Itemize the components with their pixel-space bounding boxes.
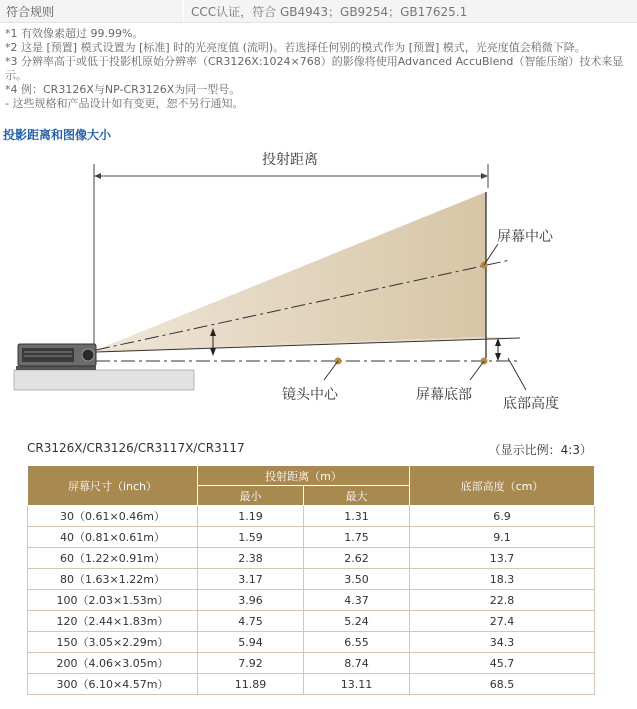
cell-size: 100（2.03×1.53m） bbox=[28, 590, 198, 611]
spec-value: CCC认证，符合 GB4943；GB9254；GB17625.1 bbox=[191, 5, 468, 19]
screen-bottom-label: 屏幕底部 bbox=[416, 387, 472, 403]
cell-min: 5.94 bbox=[198, 632, 304, 653]
table-row bbox=[28, 611, 595, 632]
spec-row bbox=[0, 0, 637, 23]
cell-max: 4.37 bbox=[304, 590, 410, 611]
cell-min: 3.96 bbox=[198, 590, 304, 611]
table-row bbox=[28, 548, 595, 569]
section-title: 投影距离和图像大小 bbox=[3, 128, 112, 142]
table-row bbox=[28, 653, 595, 674]
table-row bbox=[28, 632, 595, 653]
bottom-height-leader bbox=[508, 358, 526, 390]
cell-max: 8.74 bbox=[304, 653, 410, 674]
cell-min: 2.38 bbox=[198, 548, 304, 569]
cell-height: 13.7 bbox=[410, 548, 595, 569]
cell-max: 6.55 bbox=[304, 632, 410, 653]
bottom-height-label: 底部高度 bbox=[503, 396, 559, 412]
header-min: 最小 bbox=[198, 486, 304, 506]
cell-height: 27.4 bbox=[410, 611, 595, 632]
cell-height: 18.3 bbox=[410, 569, 595, 590]
note-5: - 这些规格和产品设计如有变更，恕不另行通知。 bbox=[5, 97, 244, 110]
model-name: CR3126X/CR3126/CR3117X/CR3117 bbox=[27, 441, 245, 455]
table-row bbox=[28, 674, 595, 695]
projection-distance-label: 投射距离 bbox=[262, 152, 318, 168]
projection-beam bbox=[96, 192, 486, 350]
lens-center-leader bbox=[324, 361, 338, 380]
cell-min: 11.89 bbox=[198, 674, 304, 695]
cell-max: 2.62 bbox=[304, 548, 410, 569]
screen-bottom-leader bbox=[470, 361, 484, 380]
projector-lens bbox=[82, 349, 94, 361]
bottom-height-arrow-down bbox=[495, 353, 501, 361]
cell-size: 80（1.63×1.22m） bbox=[28, 569, 198, 590]
angle-arrow-down bbox=[210, 348, 216, 356]
header-throw-distance: 投射距离（m） bbox=[198, 466, 410, 486]
aspect-ratio: （显示比例：4:3） bbox=[488, 443, 592, 457]
cell-height: 45.7 bbox=[410, 653, 595, 674]
cell-min: 4.75 bbox=[198, 611, 304, 632]
cell-max: 1.31 bbox=[304, 506, 410, 527]
cell-size: 200（4.06×3.05m） bbox=[28, 653, 198, 674]
cell-height: 22.8 bbox=[410, 590, 595, 611]
projector-vent bbox=[22, 348, 74, 362]
cell-max: 13.11 bbox=[304, 674, 410, 695]
header-bottom-height: 底部高度（cm） bbox=[410, 466, 595, 506]
table-surface bbox=[14, 370, 194, 390]
table-row bbox=[28, 590, 595, 611]
cell-height: 68.5 bbox=[410, 674, 595, 695]
cell-max: 3.50 bbox=[304, 569, 410, 590]
header-max: 最大 bbox=[304, 486, 410, 506]
cell-min: 1.19 bbox=[198, 506, 304, 527]
cell-size: 40（0.81×0.61m） bbox=[28, 527, 198, 548]
note-4: *4 例：CR3126X与NP-CR3126X为同一型号。 bbox=[5, 83, 241, 96]
table-row bbox=[28, 506, 595, 527]
lens-center-label: 镜头中心 bbox=[282, 387, 338, 403]
cell-size: 150（3.05×2.29m） bbox=[28, 632, 198, 653]
cell-max: 5.24 bbox=[304, 611, 410, 632]
table-row bbox=[28, 569, 595, 590]
cell-size: 120（2.44×1.83m） bbox=[28, 611, 198, 632]
screen-center-label: 屏幕中心 bbox=[497, 229, 553, 245]
cell-height: 9.1 bbox=[410, 527, 595, 548]
throw-distance-table bbox=[27, 465, 595, 695]
cell-min: 1.59 bbox=[198, 527, 304, 548]
projector-base bbox=[16, 366, 96, 370]
cell-min: 3.17 bbox=[198, 569, 304, 590]
cell-max: 1.75 bbox=[304, 527, 410, 548]
table-row bbox=[28, 527, 595, 548]
cell-height: 6.9 bbox=[410, 506, 595, 527]
cell-min: 7.92 bbox=[198, 653, 304, 674]
cell-size: 30（0.61×0.46m） bbox=[28, 506, 198, 527]
note-3: *3 分辨率高于或低于投影机原始分辨率（CR3126X:1024×768）的影像将使用Advanced AccuBlend（智能压缩）技术来显示。 bbox=[5, 55, 624, 82]
spec-label: 符合规则 bbox=[6, 5, 55, 19]
dim-arrow-left bbox=[94, 173, 101, 179]
dim-arrow-right bbox=[481, 173, 488, 179]
note-1: *1 有效像素超过 99.99%。 bbox=[5, 27, 144, 40]
spec-divider bbox=[183, 0, 184, 22]
cell-height: 34.3 bbox=[410, 632, 595, 653]
cell-size: 300（6.10×4.57m） bbox=[28, 674, 198, 695]
cell-size: 60（1.22×0.91m） bbox=[28, 548, 198, 569]
header-screen-size: 屏幕尺寸（inch） bbox=[28, 466, 198, 506]
note-2: *2 这是 [预置] 模式设置为 [标准] 时的光亮度值 (流明)。若选择任何别的模式作为 [预置] 模式，光亮度值会稍微下降。 bbox=[5, 41, 586, 54]
projection-diagram bbox=[0, 140, 637, 430]
notes bbox=[5, 27, 633, 111]
